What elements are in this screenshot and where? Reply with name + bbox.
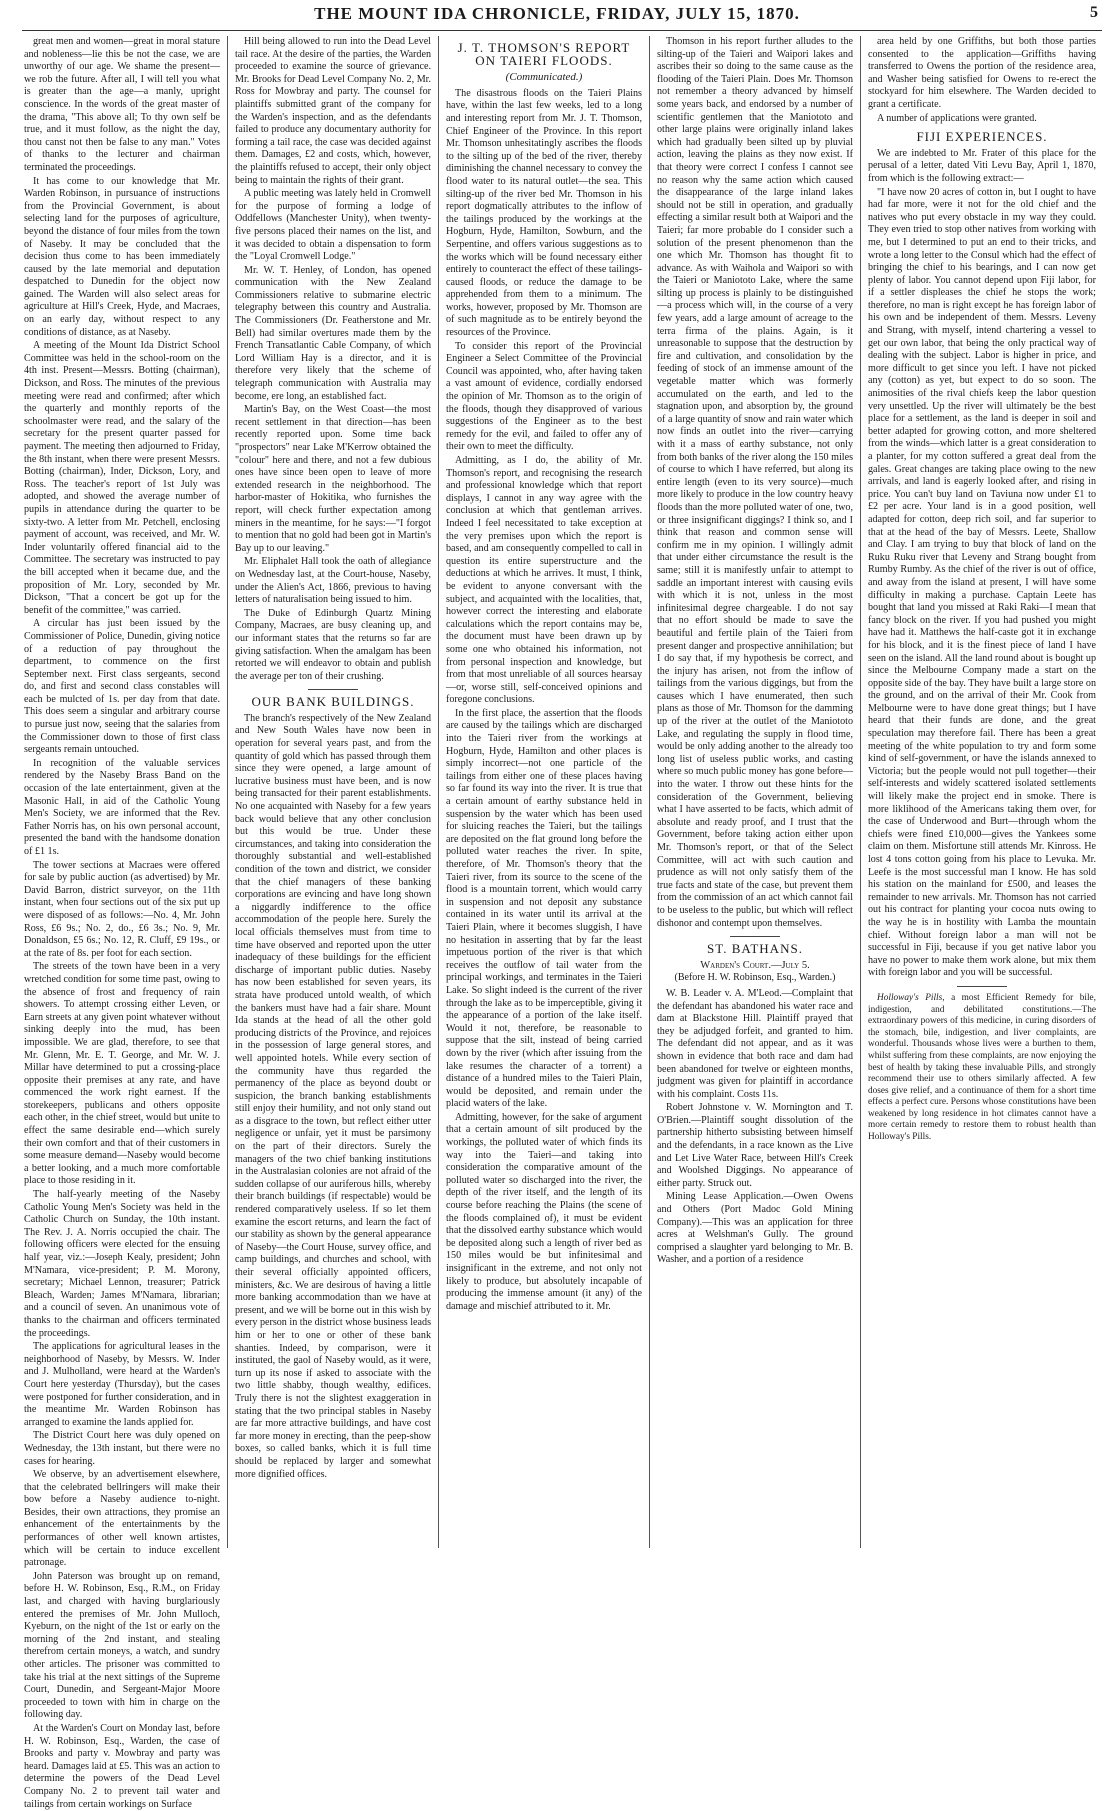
article-paragraph: To consider this report of the Provincial Engineer a Select Committee of the Provincial Council was appointed, who, after having taken a vast amount of evidence, cordially endorsed the opinion of Mr. Thomson as to the origin of the floods, though they disapproved of various suggestions of the Engineer as to the best remedy for the evil, and failed to offer any of their own to meet the difficulty.: [446, 340, 642, 453]
article-paragraph: It has come to our knowledge that Mr. Warden Robinson, in pursuance of instructions from the Provincial Government, is about selecting land for the purposes of agriculture, beyond the distance of four miles from the town of Naseby. It may be concluded that the decision thus come to has been immediately caused by the late memorial and deputation despatched to Dunedin for the object now gained. The Warden will also select areas for agriculture at Hill's Creek, Hyde, and Macraes, on an early day, without respect to any conditions of distance, as at Naseby.: [24, 175, 220, 338]
article-paragraph: We observe, by an advertisement elsewhere, that the celebrated bellringers will make their bow before a Naseby audience to-night. Besides, their own attractions, they promise an enhancement of the entertainments by the performances of other well known artistes, which will be certain to induce excellent patronage.: [24, 1469, 220, 1569]
article-paragraph: The applications for agricultural leases in the neighborhood of Naseby, by Messrs. W. Inder and J. Mulholland, were heard at the Warden's Court here yesterday (Thursday), but the cases were postponed for further consideration, and in the meantime Mr. Warden Robinson has arranged to examine the lands applied for.: [24, 1341, 220, 1428]
column-4: [657, 36, 853, 1548]
article-paragraph: The District Court here was duly opened on Wednesday, the 13th instant, but there were no cases for hearing.: [24, 1430, 220, 1467]
column-2: [235, 36, 431, 1548]
article-paragraph: Admitting, as I do, the ability of Mr. Thomson's report, and recognising the research and professional knowledge which that report displays, I cannot in any way agree with the conclusion at which that gentleman arrives. Indeed I feel necessitated to take exception at the very premises upon which the report is based, and am consequently compelled to call in question its entire superstructure and the deductions at which he arrives. It must, I think, be evident to anyone conversant with the subject, and acquainted with the localities, that, however correct the interesting and elaborate calculations which the report contains may be, the document must have been drawn up by some one who obtained his information, not from personal inspection and knowledge, but from that most unreliable of all sources hearsay—or, worse still, self-conceived opinions and foregone conclusions.: [446, 455, 642, 706]
column-5: [868, 36, 1096, 1548]
column-3: [446, 36, 642, 1548]
advertisement-text: a most Efficient Remedy for bile, indigestion, and debilitated constitutions.—The extraordinary powers of this medicine, in curing disorders of the stomach, bile, indigestion, and liver complaints, are wonderful. Thousands whose lives were a burthen to them, whilst suffering from these complaints, are now enjoying the best of health by taking these invaluable Pills, and strongly recommend their use to others similarly affected. A few doses give relief, and a continuance of them for a short time effects a perfect cure. Persons whose constitutions have been weakened by long residence in hot climates cannot have a more certain remedy to restore them to robust health than Holloway's Pills.: [868, 992, 1097, 1143]
article-paragraph: A circular has just been issued by the Commissioner of Police, Dunedin, giving notice of a reduction of pay throughout the department, to commence on the first September next. First class sergeants, second do, and first and second class constables will each be mulcted of 1s. per day from that date. This does seem a singular and arbitrary course to pursue just now, seeing that the salaries from the Commissioner down to those of first class sergeants remain untouched.: [24, 618, 220, 756]
article-paragraph: Robert Johnstone v. W. Mornington and T. O'Brien.—Plaintiff sought dissolution of the partnership hitherto subsisting between himself and the defendants, in a race known as the Live and Let Live Water Race, between Hill's Creek and Woolshed Diggings. No appearance of either party. Struck out.: [657, 1102, 853, 1189]
article-paragraph: A meeting of the Mount Ida District School Committee was held in the school-room on the 4th inst. Present—Messrs. Botting (chairman), Dickson, and Ross. The minutes of the previous meeting were read and confirmed; after which the quarterly and monthly reports of the schoolmaster were read, and the salary of the secretary for the present quarter passed for payment. The meeting then adjourned to Friday, the 8th instant, when there were present Messrs. Botting (chairman), Inder, Dickson, Lory, and Ross. The teacher's report of 1st July was adopted, and showed the average number of pupils in attendance during the quarter to be sixty-two. A letter from Mr. Petchell, enclosing payment of account, was received, and Mr. W. Inder voluntarily offered financial aid to the Committee. The secretary was instructed to pay the bill accepted when it became due, and the proposition of Mr. Lory, seconded by Mr. Dickson, "That a concert be got up for the benefit of the committee," was carried.: [24, 340, 220, 616]
masthead: [0, 4, 1114, 26]
section-divider: [730, 936, 780, 937]
article-paragraph: Hill being allowed to run into the Dead Level tail race. At the desire of the parties, the Warden proceeded to examine the source of grievance. Mr. Brooks for Dead Level Company No. 2, Mr. Ross for Mowbray and party. The counsel for plaintiffs submitted grant of the company for the Warden's inspection, and as the defendants failed to produce any documentary authority for forming a tail race, the case was decided against them. Damages, £2 and costs, which, however, the plaintiffs refused to accept, their only object being to maintain the rights of their grant.: [235, 36, 431, 186]
article-paragraph: W. B. Leader v. A. M'Leod.—Complaint that the defendant has abandoned his water race and dam at Blackstone Hill. Plaintiff prayed that they be adjudged forfeit, and granted to him. The defendant did not appear, and as it was shown in evidence that both race and dam had been abandoned for twelve or eighteen months, judgment was given for plaintiff in accordance with his complaint. Costs 11s.: [657, 987, 853, 1100]
article-paragraph: Admitting, however, for the sake of argument that a certain amount of silt produced by the workings, the polluted water of which finds its way into the Taieri—and taking into consideration the comparative amount of the polluted water so discharged into the river, the depth of the river itself, and the length of its course before reaching the Plains (the scene of the floods complained of), it must be evident that the dissolved earthy substance which would be deposited along such a length of river bed as 150 miles would be but infinitesimal and insignificant in the extreme, and not only not likely to produce, but absolutely incapable of producing the immense amount (it any) of the damage and mischief attributed to it. Mr.: [446, 1111, 642, 1312]
article-paragraph: The branch's respectively of the New Zealand and New South Wales have now been in operation for several years past, and from the quantity of gold which has passed through them since they were opened, a large amount of lucrative business must have been, and is now being transacted for their parent establishments. No one acquainted with Naseby for a few years back would believe that any other conclusion but this would be true. Under these circumstances, and taking into consideration the thoroughly substantial and well-established condition of the town and district, we consider that the chief managers of these banking corporations are evincing and have long shown a niggardly indifference to the office accommodation of the people here. Surely the local officials themselves must from time to time have observed and reported upon the utter inadequacy of these buildings for the efficient discharge of important public duties. Naseby has now been established for seven years, its strata have produced untold wealth, of which the bankers must have had a fair share. Mount Ida stands at the head of all the other gold producing districts of the Province, and rejoices in the possession of large general stores, and well appointed hotels. While every section of the community have thus regarded the permanency of the place as beyond doubt or suspicion, the branch banking establishments still enjoy their humility, and not only stand out as a disgrace to the town, but reflect either utter negligence or unfair, yet it must be parsimony on the part of their directors. Surely the managers of the two chief banking institutions in the Australasian colonies are not afraid of the sudden collapse of our auriferous hills, whereby their branch buildings (if respectable) would be rendered comparatively useless. If so let them examine the escort returns, and learn the fact of our stability as shown by the general appearance of Naseby—the Court House, survey office, and camp buildings, and churches and school, with their several officially appointed officers, ministers, &c. We are desirous of having a little more banking accommodation than we have at present, and we will be borne out in this wish by every person in the district whose business leads him or her to one or other of these bank shanties. Indeed, by comparison, were it instituted, the gaol of Naseby would, as it were, turn up its nose if asked to associate with the two little shabby, though wealthy, edifices. Truly there is not the slightest exaggeration in stating that the two principal stables in Naseby are far more attractive buildings, and have cost far more money in erecting, than the peep-show boxes, so called banks, which it is full time should be replaced by larger and somewhat more dignified offices.: [235, 712, 431, 1480]
section-heading: OUR BANK BUILDINGS.: [251, 694, 415, 710]
column-divider: [860, 36, 861, 1548]
article-paragraph: The half-yearly meeting of the Naseby Catholic Young Men's Society was held in the Catholic Church on Sunday, the 10th instant. The Rev. J. A. Norris occupied the chair. The following officers were elected for the ensuing half year, viz.:—Joseph Kealy, president; John M'Namara, vice-president; P. M. Morony, secretary; Michael Lennon, treasurer; Patrick Bleach, Warden; James M'Namara, librarian; and a council of seven. An unanimous vote of thanks to the chairman and officers terminated the proceedings.: [24, 1189, 220, 1339]
article-paragraph: The streets of the town have been in a very wretched condition for some time past, owing to the absence of frost and frequency of rain showers. To attempt crossing either Leven, or Earn streets at any given point whatever without sinking deeply into the mud, has been impossible. We are glad, therefore, to see that Mr. Glenn, Mr. E. T. George, and Mr. W. J. Millar have determined to put a crossing-place opposite their premises at any rate, and have commenced the work right earnest. If the storekeepers, publicans and others opposite each other, in the chief street, would but unite to effect the same desirable end—which surely their own comfort and that of their customers in some measure demand—Naseby would become a better looking, and a much more comfortable place to those residing in it.: [24, 961, 220, 1187]
article-paragraph: area held by one Griffiths, but both those parties consented to the application—Griffiths having transferred to Owens the portion of the residence area, and Washer being satisfied for Owens to re-erect the stockyard for him elsewhere. The Warden decided to grant a certificate.: [868, 36, 1096, 110]
article-paragraph: In the first place, the assertion that the floods are caused by the tailings which are discharged into the Taieri river from the workings at Hogburn, Hyde, Hamilton and other places is simply incorrect—not one particle of the tailings from either one of these places having so far found its way into the river. It is true that a certain amount of earthy substance held in suspension by the water which has been used for sluicing reaches the Taieri, but the tailings are deposited on the flat ground long before the polluted water reaches the river. In spite, therefore, of Mr. Thomson's theory that the Taieri river, from its source to the scene of the flood is a mountain torrent, which would carry in suspension and not deposit any substance contained in its water until its arrival at the Taieri Plain, where it becomes sluggish, I have no hesitation in asserting that by far the least impetuous portion of the river is that which receives the outflow of tail water from the principal workings, and terminates in the Taieri Lake. So slight indeed is the current of the river through the lake as to be imperceptible, giving it the appearance of a portion of the lake itself. Would it not, therefore, be reasonable to suppose that the silt, instead of being carried down by the river (which after issuing from the lake resumes the character of a torrent) a distance of a hundred miles to the Taieri Plain, would be deposited, and remain under the placid waters of the lake.: [446, 707, 642, 1110]
article-paragraph: The tower sections at Macraes were offered for sale by public auction (as advertised) by Mr. David Barron, district surveyor, on the 11th instant, when four sections out of the six put up were disposed of as follows:—No. 4, Mr. John Ross, £6 9s.; No. 2, do., £6 3s.; No. 9, Mr. Donaldson, £5 6s.; No. 12, R. Cluff, £9 19s., or at the rate of 8s. per foot for each section.: [24, 859, 220, 959]
section-heading: FIJI EXPERIENCES.: [916, 129, 1048, 145]
article-paragraph: great men and women—great in moral stature and nobleness—lie this be not the case, we are unworthy of our age. We shame the present—we rob the future. After all, I will tell you what is greater than the age—a manly, upright conscience. In the words of the great master of the drama, "This above all; To thy own self be true, and it must follow, as the night the day, thou canst not then be false to any man." Votes of thanks to the lecturer and chairman terminated the proceedings.: [24, 36, 220, 173]
section-divider: [308, 689, 358, 690]
section-heading: ST. BATHANS.: [707, 941, 803, 957]
article-paragraph: In recognition of the valuable services rendered by the Naseby Brass Band on the occasion of the late entertainment, given at the Masonic Hall, in aid of the Catholic Young Men's Society, we are informed that the Rev. Father Norris has, on his own personal account, presented the band with the handsome donation of £1 1s.: [24, 757, 220, 857]
article-paragraph: Mr. Eliphalet Hall took the oath of allegiance on Wednesday last, at the Court-house, Naseby, under the Alien's Act, 1866, previous to having letters of naturalisation being issued to him.: [235, 556, 431, 606]
article-paragraph: We are indebted to Mr. Frater of this place for the perusal of a letter, dated Viti Levu Bay, April 1, 1870, from which is the following extract:—: [868, 147, 1096, 184]
section-heading: J. T. THOMSON'S REPORT ON TAIERI FLOODS.: [457, 40, 631, 68]
court-heading: Warden's Court.—July 5.: [700, 959, 810, 971]
advertisement-title: Holloway's Pills,: [877, 992, 945, 1003]
article-paragraph: Mining Lease Application.—Owen Owens and Others (Port Madoc Gold Mining Company).—This was an application for three acres at Welshman's Gully. The ground comprised a slaughter yard belonging to Mr. B. Washer, and a portion of a residence: [657, 1191, 853, 1266]
article-paragraph: The Duke of Edinburgh Quartz Mining Company, Macraes, are busy cleaning up, and our informant states that the returns so far are giving satisfaction. When the amalgam has been retorted we will endeavor to obtain and publish the average per ton of their crushing.: [235, 607, 431, 682]
court-before: (Before H. W. Robinson, Esq., Warden.): [674, 972, 836, 984]
article-paragraph: Thomson in his report further alludes to the silting-up of the Taieri and Waipori lakes and ascribes their so doing to the same cause as the flooding of the Taieri Plain. Does Mr. Thomson not remember a theory advanced by himself some years back, and endorsed by a number of scientific gentlemen that the Maniototo and other large plains were originally inland lakes which had gradually been silted up by pluvial action, leaving the plains as they now exist. If that theory were correct I confess I cannot see no reason why the same action which caused the disappearance of the large inland lakes should not be still in operation, and gradually effecting a similar result both at Waipori and the Taieri; far more probable do I consider such a solution of the present phenomenon than the one which Mr. Thomson has thought fit to advance. As with Waihola and Waipori so with the Taieri or Maniototo Lake, where the same silting up process is plainly to be distinguished—a process which will, in the course of a very few years, add a large amount of acreage to the terra firma of the plains. Again, is it unreasonable to suppose that the destruction by fire and cultivation, and consolidation by the feeding of stock of an immense amount of the vegetable matter which was formerly accumulated on the earth, and led to the stagnation upon, and absorption by, the ground of a large quantity of snow and rain water which now finds an outlet into the river—carrying with it a mass of earthy substance, not only from both banks of the river along the 150 miles of course to which I have referred, but along its entire length (even to its very source)—much more likely to produce in the low country heavy floods than the more polluted water of one, two, or three insignificant diggings? I think so, and I think that reason and common sense will confirm me in my opinion. I willingly admit that under either circumstance the result is the same; still it is manifestly unfair to attempt to saddle an important interest with causing evils with which it is not, unless in the most infinitesimal degree chargeable. I do not say that no effort should be made to save the beautiful and fertile plain of the Taieri from present danger and prospective annihilation; but I do say that, if my hypothesis be correct, and the injury has arisen, not from the inflow of tailings from the various diggings, but from the causes which I have enumerated, then such plans as those of Mr. Thomson for the damming up of the river at the outlet of the Maniototo Lake, and regulating the supply in flood time, would be only adding another to the already too long list of useless public works, and casting where so much public money has gone before—into the water. I throw out these hints for the consideration of the Government, believing what I have asserted to be facts, which admit of absolute and ready proof, and I trust that the Government, before taking action either upon Mr. Thomson's report, or that of the Select Committee, will act with such caution and prudence as will not only satisfy them of the true facts and state of the case, but prevent them from the commission of an act which cannot fail to be useless to the public, but which will reflect dishonor and contempt upon themselves.: [657, 36, 853, 929]
article-paragraph: At the Warden's Court on Monday last, before H. W. Robinson, Esq., Warden, the case of Brooks and party v. Mowbray and party was heard. Damages laid at £5. This was an action to determine the powers of the Dead Level Company No. 2 to prevent tail water and tailings from certain workings on Surface: [24, 1722, 220, 1810]
advertisement: [868, 993, 1096, 1144]
article-paragraph: A public meeting was lately held in Cromwell for the purpose of forming a lodge of Oddfellows (Manchester Unity), when twenty-five persons placed their names on the list, and it was decided to obtain a dispensation to form the "Loyal Cromwell Lodge.": [235, 188, 431, 263]
column-divider: [649, 36, 650, 1548]
column-divider: [438, 36, 439, 1548]
article-paragraph: "I have now 20 acres of cotton in, but I ought to have had far more, were it not for the old chief and the natives who put every obstacle in my way they could. They even tried to stop other natives from working with me, but I determined to put an end to their tricks, and wrote a long letter to the Consul which had the effect of bringing the chief to his bearings, and I can now get plenty of labor. You cannot depend upon Fiji labor, for if a settler displeases the chief he stops the work; therefore, no man is right except he has foreign labor of his own and be independent of them. Messrs. Leveny and Strang, with myself, intend chartering a vessel to get our own labor, that being the only practical way of dealing with the subject. Labor is higher in price, and more difficult to get since you left. I have not picked any (cotton) as yet, but expect to do so soon. The animosities of the rival chiefs keep the labor question very unsettled. Up the river will ultimately be the best place for a settlement, as the land is deeper in soil and better adapted for growing cotton, and more sheltered from the winds—which latter is a great consideration to a planter, for my cotton suffered a great deal from the gales. Great changes are taking place owing to the new arrivals, and land is eagerly looked after, and rising in price. You can't buy land on Taviuna now under £1 to £2 per acre. Your land is in a good position, well adapted for cotton, deep rich soil, and far superior to that at the head of the bay of Messrs. Leete, Shallow and Clay. I am trying to buy that block of land on the Ruku Ruku river that Leveny and Strang bought from Rumby Rumby. As the chief of the river is out of office, and away from the island at present, I will have some difficulty in making a purchase. Captain Leete has bought that land you missed at Raki Raki—I mean that fancy block on the river. If you had pushed you might have had it. Matthews the half-caste got it in exchange for his block, and it is the finest piece of land I have seen on the island. All the land round about is bought up since the Melbourne Company made a start on the opposite side of the bay. They have built a large store on the ground, and on the arrival of their Mr. Cook from Melbourne were to have done great things; but I have heard that their funds are done, and the great speculation may therefore fail. There has been a great meeting of the white population to try and form some kind of self-government, or have the islands annexed to Victoria; but the people would not pull together—their self-interests and widely scattered isolated settlements will likely make the project end in smoke. There is more liklihood of the Americans taking them over, for the case of Underwood and Burt—through whom the chiefs were fined £10,000—gives the Yankees some claim on them. Misfortune still attends Mr. Kinross. He lost 4 tons cotton going from his place to Levuka. Mr. Leefe is the most successful man I know. He has sold his station on the mainland for £500, and leases the remainder to new arrivals. Mr. Thomson has not carried out his contract for planting your cocoa nuts owing to the way he is in hostility with Lamba the mountain chief. Without foreign labor a man will not be successful in Fiji, because if you get native labor you have no power to make them work alone, but mix them with foreign labor and you will be successful.: [868, 186, 1096, 979]
column-1: [24, 36, 220, 1810]
column-divider: [227, 36, 228, 1548]
page-number: 5: [1090, 4, 1098, 21]
masthead-rule: [22, 30, 1102, 31]
article-paragraph: Mr. W. T. Henley, of London, has opened communication with the New Zealand Commissioners relative to submarine electric telegraphy between this country and Australia. The Commissioners (Dr. Featherstone and Mr. Bell) had similar overtures made them by the French Transatlantic Cable Company, of which Lord William Hay is a director, and it is therefore very likely that the scheme of telegraph communication with Australia may become, ere long, an established fact.: [235, 264, 431, 402]
article-paragraph: The disastrous floods on the Taieri Plains have, within the last few weeks, led to a long and interesting report from Mr. J. T. Thomson, Chief Engineer of the Province. In this report Mr. Thomson unhesitatingly ascribes the floods to the silting up of the bed of the river, thereby diminishing the channel necessary to convey the flood water to its natural outlet—the sea. This silting-up of the river bed Mr. Thomson in his report dogmatically attributes to the inflow of the tailings produced by the workings at the Hogburn, Hyde, Hamilton, Sowburn, and the Serpentine, and offers various suggestions as to the works which will be found necessary either entirely to counteract the effect of these tailings-caused floods, or reduce the damage to be apprehended from them to a minimum. The works, however, proposed by Mr. Thomson are of such magnitude as to be entirely beyond the resources of the Province.: [446, 87, 642, 339]
newspaper-title: THE MOUNT IDA CHRONICLE, FRIDAY, JULY 15, 1870.: [314, 4, 800, 23]
section-divider: [957, 986, 1007, 987]
article-paragraph: John Paterson was brought up on remand, before H. W. Robinson, Esq., R.M., on Friday last, and charged with having burglariously entered the premises of Mr. John Mulloch, Kyeburn, on the night of the 1st or early on the morning of the 2nd instant, and stealing therefrom certain moneys, a watch, and sundry other articles. The prisoner was committed to take his trial at the next sittings of the Supreme Court, Dunedin, and Sergeant-Major Moore proceeded to town with him in charge on the following day.: [24, 1570, 220, 1721]
article-paragraph: Martin's Bay, on the West Coast—the most recent settlement in that direction—has been recently reported upon. Some time back "prospectors" near Lake M'Kerrow obtained the "colour" here and there, and not a few dubious ones have since been open to leave of more extended research in the neighborhood. The harbor-master of Hokitika, who furnishes the report, will check further expectation among miners in the meantime, for he says:—"I forgot to mention that no gold had been got in Martin's Bay up to our leaving.": [235, 404, 431, 554]
section-subheading: (Communicated.): [505, 71, 583, 84]
article-paragraph: A number of applications were granted.: [877, 112, 1037, 124]
